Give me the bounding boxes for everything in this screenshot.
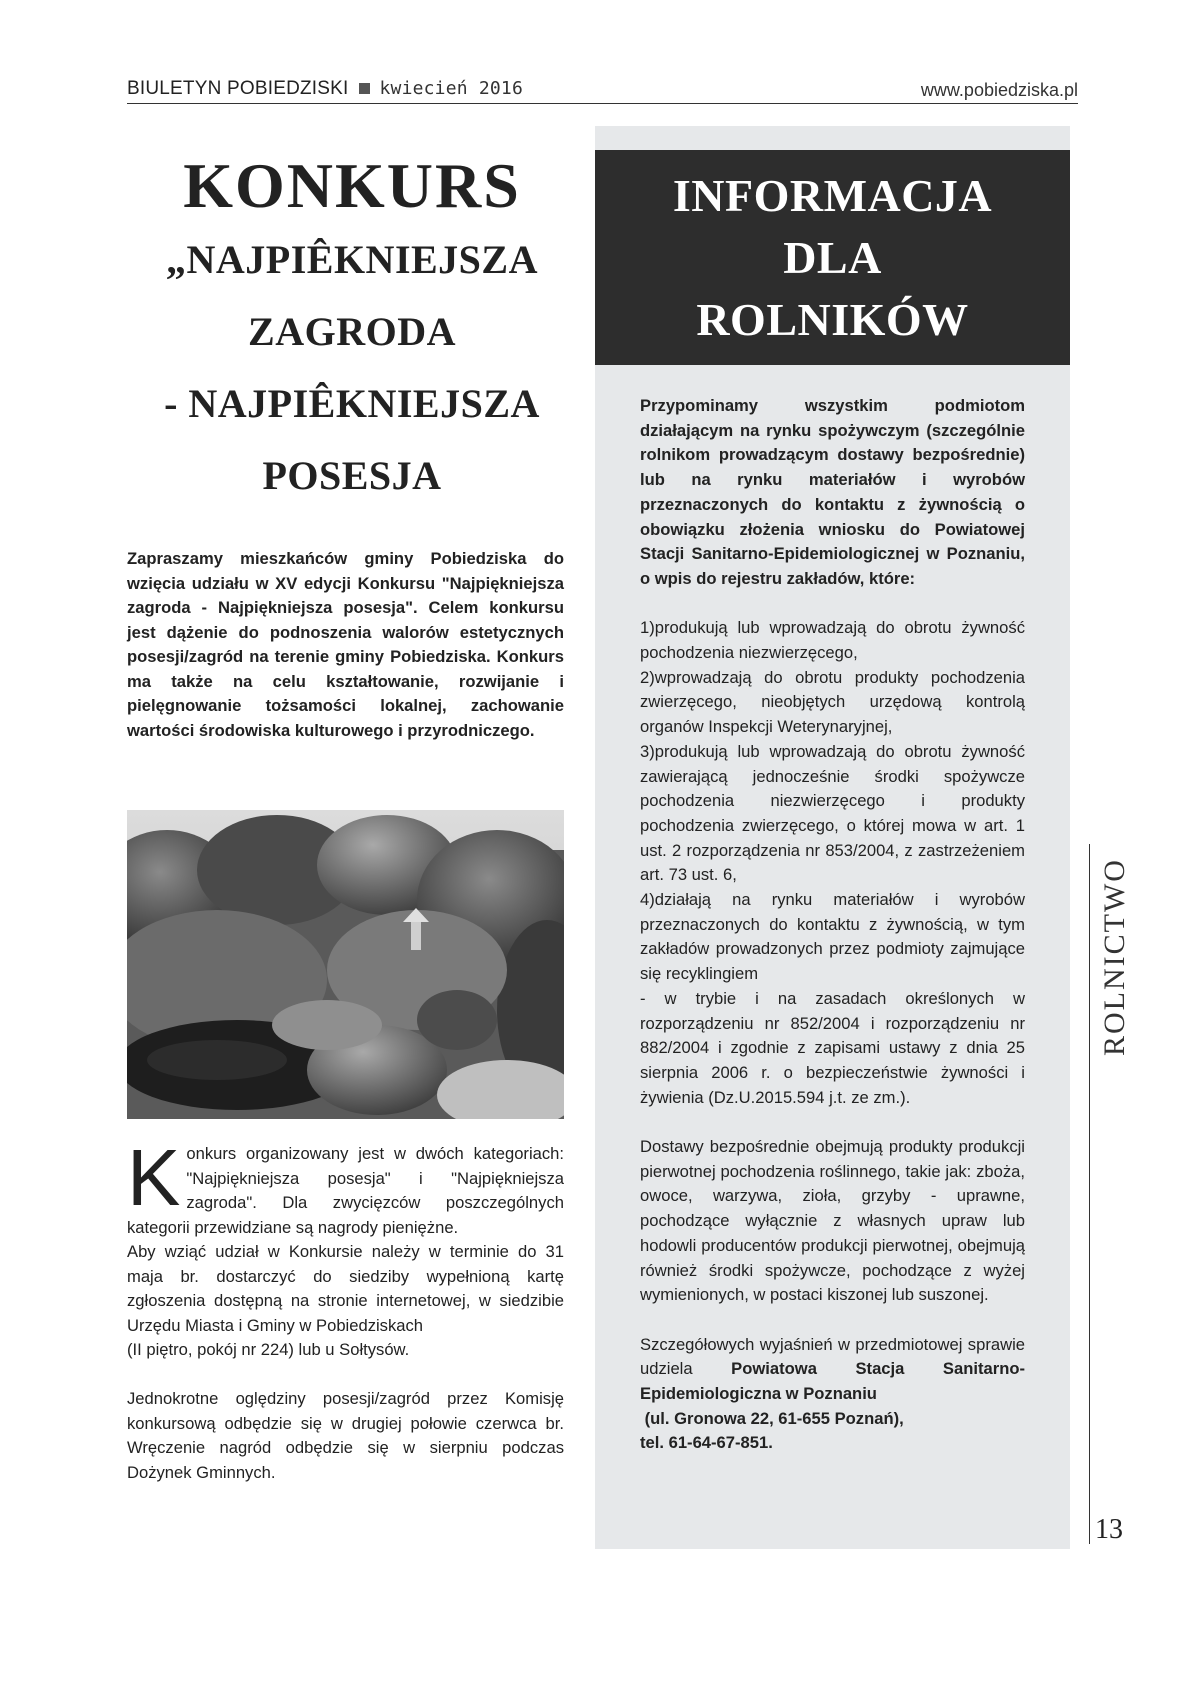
square-separator-icon [359, 83, 370, 94]
contest-title [127, 148, 577, 512]
page-number: 13 [1095, 1514, 1123, 1545]
contest-paragraph-2: Aby wziąć udział w Konkursie należy w terminie do 31 maja br. dostarczyć do siedziby wypełnioną kartę zgłoszenia dostępną na stronie internetowej, w siedzibie Urzędu Miasta i Gminy w Pobiedziskach [127, 1242, 564, 1335]
header-divider [127, 103, 1078, 104]
contest-title-line: POSESJA [262, 453, 442, 498]
list-item: 4)działają na rynku materiałów i wyrobów przeznaczonych do kontaktu z żywnością, w tym zakładów prowadzonych przez podmioty zajmujące się recyklingiem [640, 890, 1025, 984]
farmers-info-body [640, 394, 1025, 1456]
section-label: ROLNICTWO [1098, 858, 1131, 1056]
farmers-info-title [595, 150, 1070, 365]
issue-date: kwiecień 2016 [379, 78, 523, 99]
garden-photo [127, 810, 564, 1119]
contest-paragraph-3: (II piętro, pokój nr 224) lub u Sołtysów. [127, 1340, 410, 1359]
farmers-lead: Przypominamy wszystkim podmiotom działającym na rynku spożywczym (szczególnie rolnikom prowadzącym dostawy bezpośrednie) lub na rynku materiałów i wyrobów przeznaczonych do kontaktu z żywnością o obowiązku złożenia wniosku do Powiatowej Stacji Sanitarno-Epidemiologicznej w Poznaniu, o wpis do rejestru zakładów, które: [640, 396, 1025, 588]
contest-body [127, 1133, 564, 1485]
contest-title-line: - NAJPIÊKNIEJSZA [164, 381, 540, 426]
contact-organization: Powiatowa Stacja Sanitarno-Epidemiologiczna w Poznaniu [640, 1359, 1025, 1404]
contest-title-line: ZAGRODA [248, 309, 456, 354]
side-divider [1089, 844, 1090, 1544]
spacer [640, 1308, 1025, 1333]
spacer [640, 1110, 1025, 1135]
contest-intro: Zapraszamy mieszkańców gminy Pobiedziska do wzięcia udziału w XV edycji Konkursu "Najpiękniejsza zagroda - Najpiękniejsza posesja". Celem konkursu jest dążenie do podnoszenia walorów estetycznych posesji/zagród na terenie gminy Pobiedziska. Konkurs ma także na celu kształtowanie, rozwijanie i pielęgnowanie tożsamości lokalnej, zachowanie wartości środowiska kulturowego i przyrodniczego. [127, 549, 564, 740]
farmers-title-line: ROLNIKÓW [696, 293, 969, 345]
contest-title-main: KONKURS [183, 150, 521, 221]
farmers-title-line: INFORMACJA [672, 169, 993, 221]
contact-paragraph [640, 1333, 1025, 1407]
list-item: 1)produkują lub wprowadzają do obrotu żywność pochodzenia niezwierzęcego, [640, 618, 1025, 663]
contact-intro: Szczegółowych wyjaśnień w przedmiotowej sprawie udziela [640, 1334, 1025, 1379]
spacer [640, 592, 1025, 617]
list-item: 3)produkują lub wprowadzają do obrotu żywność zawierającą jednocześnie środki spożywcze pochodzenia niezwierzęcego i produkty pochodzenia zwierzęcego, o której mowa w art. 1 ust. 2 rozporządzenia nr 853/2004, z zastrzeżeniem art. 73 ust. 6, [640, 741, 1025, 885]
publication-header [127, 78, 523, 100]
list-item: 2)wprowadzają do obrotu produkty pochodzenia zwierzęcego, nieobjętych urzędową kontrolą organów Inspekcji Weterynaryjnej, [640, 667, 1025, 737]
spacer [127, 1363, 564, 1388]
contact-phone: tel. 61-64-67-851. [640, 1433, 773, 1453]
contest-paragraph-1-text: onkurs organizowany jest w dwóch kategoriach: "Najpiękniejsza posesja" i "Najpiękniejsza zagroda". Dla zwycięzców poszczególnych kategorii przewidziane są nagrody pieniężne. [127, 1144, 564, 1237]
contest-paragraph-1 [127, 1133, 564, 1240]
list-item: - w trybie i na zasadach określonych w rozporządzeniu nr 852/2004 i rozporządzeniu nr 882/2004 i zgodnie z zapisami ustawy z dnia 25 sierpnia 2006 r. o bezpieczeństwie żywności i żywienia (Dz.U.2015.594 j.t. ze zm.). [640, 988, 1025, 1107]
drop-cap: K [127, 1133, 181, 1222]
website-url[interactable]: www.pobiedziska.pl [920, 80, 1078, 100]
contact-address: (ul. Gronowa 22, 61-655 Poznań), [640, 1408, 904, 1428]
direct-supply-paragraph: Dostawy bezpośrednie obejmują produkty produkcji pierwotnej pochodzenia roślinnego, takie jak: zboża, owoce, warzywa, zioła, grzyby - uprawne, pochodzące wyłącznie z własnych upraw lub hodowli producentów produkcji pierwotnej, obejmują również środki spożywcze, pochodzące z wyżej wymienionych, w postaci kiszonej lub suszonej. [640, 1137, 1025, 1305]
contest-title-line: „NAJPIÊKNIEJSZA [165, 237, 538, 282]
farmers-title-line: DLA [783, 231, 882, 283]
publication-name: BIULETYN POBIEDZISKI [127, 78, 349, 99]
contest-paragraph-4: Jednokrotne oględziny posesji/zagród przez Komisję konkursową odbędzie się w drugiej połowie czerwca br. Wręczenie nagród odbędzie się w sierpniu podczas Dożynek Gminnych. [127, 1389, 564, 1482]
